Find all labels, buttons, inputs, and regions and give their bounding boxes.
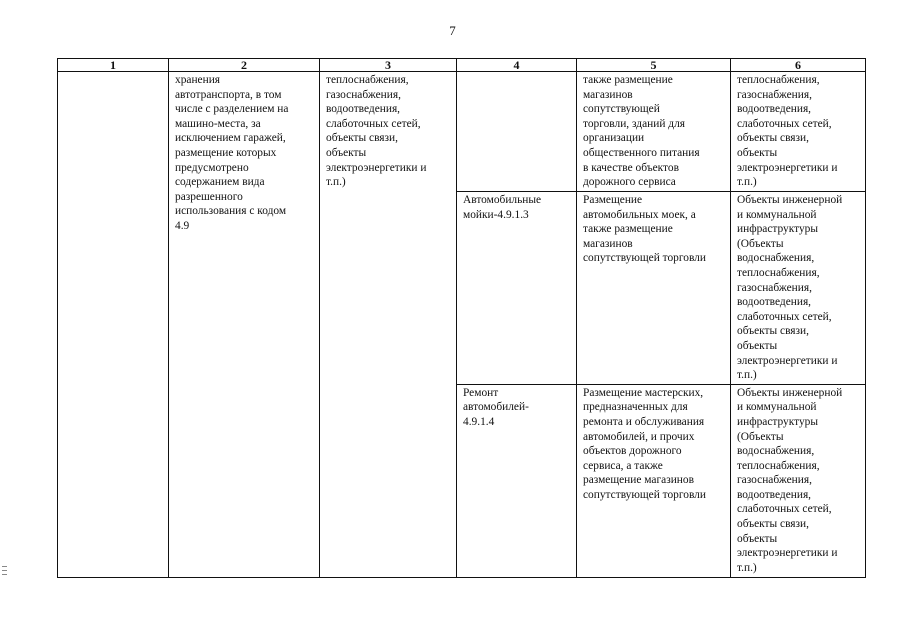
table-row — [58, 72, 866, 192]
column-header-6: 6 — [731, 59, 866, 72]
cell-col6-objects: Объекты инженерной и коммунальной инфраструктуры (Объекты водоснабжения, теплоснабжения, газоснабжения, водоотведения, слаботочных сетей, объекты связи, объекты электроэнергетики и т.п.) — [731, 384, 866, 577]
column-header-5: 5 — [577, 59, 731, 72]
cell-col5-description: Размещение мастерских, предназначенных для ремонта и обслуживания автомобилей, и прочих объектов дорожного сервиса, а также размещение магазинов сопутствующей торговли — [577, 384, 731, 577]
column-header-2: 2 — [169, 59, 320, 72]
cell-col4-code: Автомобильные мойки-4.9.1.3 — [457, 192, 577, 385]
scan-edge-mark — [2, 566, 7, 567]
cell-col5-description: также размещение магазинов сопутствующей торговли, зданий для организации общественного питания в качестве объектов дорожного сервиса — [577, 72, 731, 192]
page-number: 7 — [449, 23, 456, 38]
cell-col6-objects: теплоснабжения, газоснабжения, водоотведения, слаботочных сетей, объекты связи, объекты электроэнергетики и т.п.) — [731, 72, 866, 192]
cell-col2-description: хранения автотранспорта, в том числе с разделением на машино-места, за исключением гаражей, размещение которых предусмотрено содержанием вида разрешенного использования с кодом 4.9 — [169, 72, 320, 578]
column-header-4: 4 — [457, 59, 577, 72]
land-use-table — [57, 58, 866, 578]
cell-col4-code — [457, 72, 577, 192]
column-header-1: 1 — [58, 59, 169, 72]
cell-col4-code: Ремонт автомобилей- 4.9.1.4 — [457, 384, 577, 577]
cell-col6-objects: Объекты инженерной и коммунальной инфраструктуры (Объекты водоснабжения, теплоснабжения, газоснабжения, водоотведения, слаботочных сетей, объекты связи, объекты электроэнергетики и т.п.) — [731, 192, 866, 385]
scan-edge-mark — [2, 570, 7, 571]
table-header-row — [58, 59, 866, 72]
scan-edge-mark — [2, 574, 7, 575]
cell-col1 — [58, 72, 169, 578]
column-header-3: 3 — [320, 59, 457, 72]
cell-col5-description: Размещение автомобильных моек, а также размещение магазинов сопутствующей торговли — [577, 192, 731, 385]
cell-col3-objects: теплоснабжения, газоснабжения, водоотведения, слаботочных сетей, объекты связи, объекты электроэнергетики и т.п.) — [320, 72, 457, 578]
